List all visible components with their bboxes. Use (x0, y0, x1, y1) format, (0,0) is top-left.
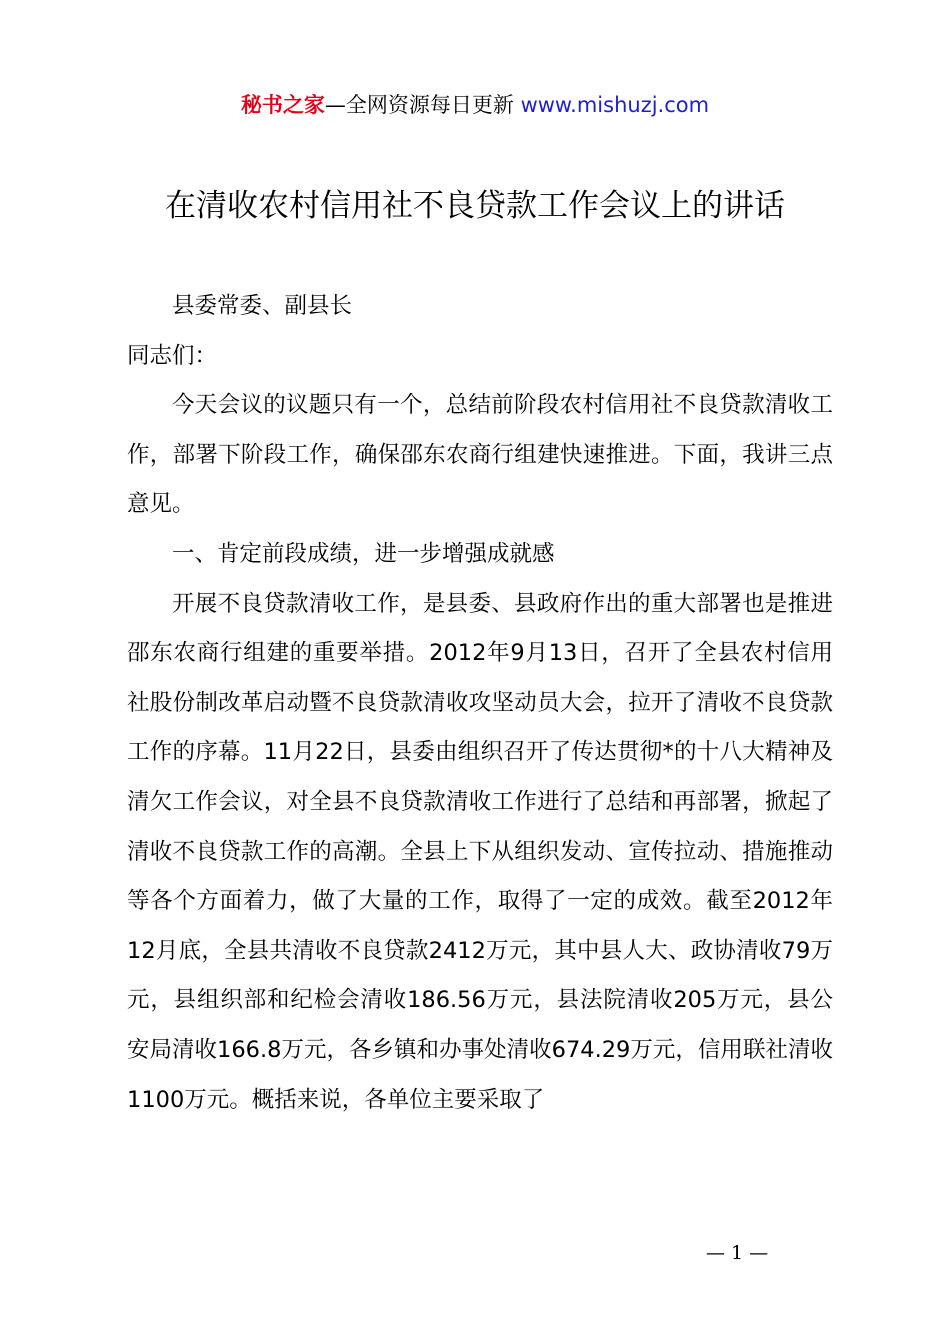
page-number: — 1 — (706, 1242, 769, 1264)
paragraph-intro: 今天会议的议题只有一个，总结前阶段农村信用社不良贷款清收工作，部署下阶段工作，确保邵东农商行组建快速推进。下面，我讲三点意见。 (127, 392, 833, 518)
site-slogan: —全网资源每日更新 (324, 93, 514, 117)
site-url[interactable]: www.mishuzj.com (520, 93, 710, 117)
section-heading-1: 一、肯定前段成绩，进一步增强成就感 (172, 540, 555, 567)
paragraph-achievements: 开展不良贷款清收工作，是县委、县政府作出的重大部署也是推进邵东农商行组建的重要举措。2012年9月13日，召开了全县农村信用社股份制改革启动暨不良贷款清收攻坚动员大会，拉开了清收不良贷款工作的序幕。11月22日，县委由组织召开了传达贯彻*的十八大精神及清欠工作会议，对全县不良贷款清收工作进行了总结和再部署，掀起了清收不良贷款工作的高潮。全县上下从组织发动、宣传拉动、措施推动等各个方面着力，做了大量的工作，取得了一定的成效。截至2012年12月底，全县共清收不良贷款2412万元，其中县人大、政协清收79万元，县组织部和纪检会清收186.56万元，县法院清收205万元，县公安局清收166.8万元，各乡镇和办事处清收674.29万元，信用联社清收1100万元。概括来说，各单位主要采取了 (127, 590, 833, 1113)
site-brand: 秘书之家 (240, 93, 325, 117)
speaker-line: 县委常委、副县长 (172, 293, 353, 319)
document-body (127, 282, 833, 1125)
document-title: 在清收农村信用社不良贷款工作会议上的讲话 (165, 188, 785, 224)
site-header (0, 88, 950, 122)
salutation: 同志们： (127, 342, 218, 369)
